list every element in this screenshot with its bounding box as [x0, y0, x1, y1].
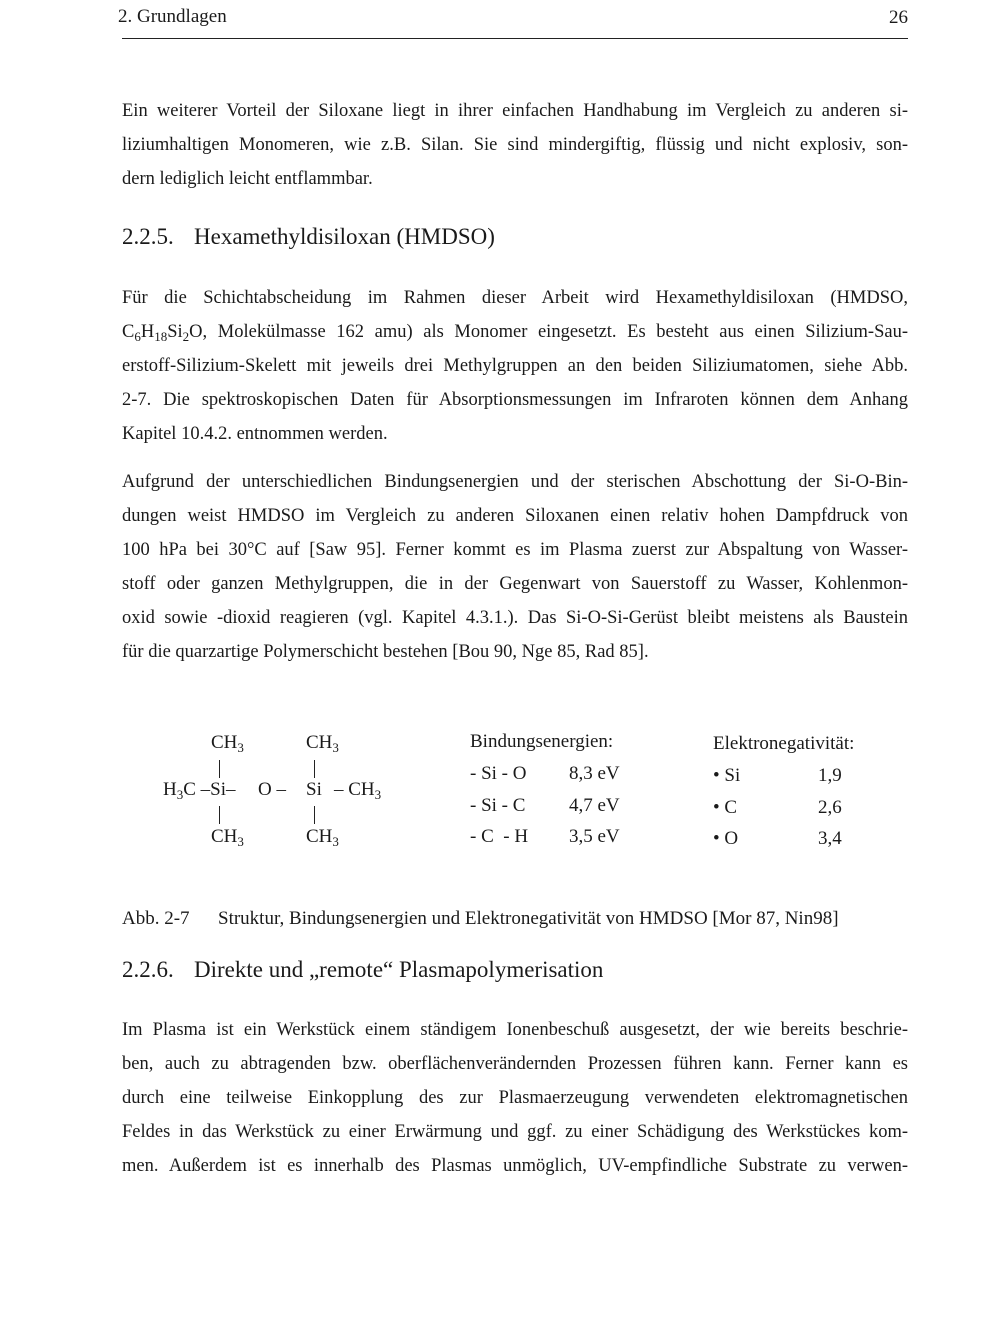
caption-label: Abb. 2-7 — [122, 908, 190, 929]
methyl-group: $CH_3$ — [211, 732, 244, 755]
text-line: Feldes in das Werkstück zu einer Erwärmung und ggf. zu einer Schädigung des Werkstückes kom- — [122, 1122, 908, 1142]
formula-c: C — [122, 322, 135, 342]
electronegativity-title: Elektronegativität: — [713, 733, 855, 754]
text-line: Für die Schichtabscheidung im Rahmen dieser Arbeit wird Hexamethyldisiloxan (HMDSO, — [122, 288, 908, 308]
element-label: • C — [713, 797, 738, 818]
text-line: Kapitel 10.4.2. entnommen werden. — [122, 424, 388, 444]
bond-line — [219, 760, 220, 778]
bond-label: - Si - O — [470, 763, 527, 784]
formula-h: H — [140, 322, 155, 342]
bond-value: 3,5 eV — [569, 826, 620, 847]
electronegativity-value: 3,4 — [818, 828, 842, 849]
text-line: liziumhaltigen Monomeren, wie z.B. Silan. Sie sind mindergiftig, flüssig und nicht explosiv, son- — [122, 135, 908, 155]
text-line: 2-7. Die spektroskopischen Daten für Absorptionsmessungen im Infraroten können dem Anhang — [122, 390, 908, 410]
silicon-atom: Si — [306, 779, 322, 800]
text-line: men. Außerdem ist es innerhalb des Plasmas unmöglich, UV-empfindliche Substrate zu verwen- — [122, 1156, 908, 1176]
text-line: 100 hPa bei 30°C auf [Saw 95]. Ferner kommt es im Plasma zuerst zur Abspaltung von Wasser- — [122, 540, 908, 560]
bond-value: 8,3 eV — [569, 763, 620, 784]
text-line: für die quarzartige Polymerschicht bestehen [Bou 90, Nge 85, Rad 85]. — [122, 642, 649, 662]
caption-text: Struktur, Bindungsenergien und Elektronegativität von HMDSO [Mor 87, Nin98] — [218, 908, 839, 929]
text-line: durch eine teilweise Einkopplung des zur Plasmaerzeugung verwendeten elektromagnetischen — [122, 1088, 908, 1108]
bond-line — [314, 806, 315, 824]
electronegativity-value: 1,9 — [818, 765, 842, 786]
text-line: dungen weist HMDSO im Vergleich zu anderen Siloxanen einen relativ hohen Dampfdruck von — [122, 506, 908, 526]
formula-subscript: 6 — [134, 329, 141, 344]
section-heading-2-2-6 — [122, 957, 603, 983]
methyl-group-right: – $CH_3$ — [334, 779, 382, 802]
text-line: erstoff-Silizium-Skelett mit jeweils drei Methylgruppen an den beiden Siliziumatomen, siehe Abb. — [122, 356, 908, 376]
text-line: Im Plasma ist ein Werkstück einem ständigem Ionenbeschuß ausgesetzt, der wie bereits beschrie- — [122, 1020, 908, 1040]
paragraph-direct-plasma — [122, 1013, 908, 1183]
oxygen-bridge: O – — [258, 779, 286, 800]
section-number: 2.2.5. — [122, 224, 174, 249]
bond-label: - C - H — [470, 826, 529, 847]
methyl-group: $CH_3$ — [306, 826, 339, 849]
text-line: dern lediglich leicht entflammbar. — [122, 169, 373, 189]
formula-o: O — [189, 322, 203, 342]
text-line-rest: , Molekülmasse 162 amu) als Monomer eingesetzt. Es besteht aus einen Silizium-Sau- — [202, 322, 908, 342]
formula-si: Si — [167, 322, 183, 342]
formula-subscript: 18 — [154, 329, 168, 344]
methyl-group: $CH_3$ — [306, 732, 339, 755]
text-line: ben, auch zu abtragenden bzw. oberflächenverändernden Prozessen führen kann. Ferner kann es — [122, 1054, 908, 1074]
text-line: Aufgrund der unterschiedlichen Bindungsenergien und der sterischen Abschottung der Si-O-Bin- — [122, 472, 908, 492]
page-number: 26 — [889, 7, 908, 28]
methyl-group: $CH_3$ — [211, 826, 244, 849]
section-title: Direkte und „remote“ Plasmapolymerisation — [194, 957, 604, 982]
electronegativity-value: 2,6 — [818, 797, 842, 818]
section-number: 2.2.6. — [122, 957, 174, 982]
text-line: Ein weiterer Vorteil der Siloxane liegt in ihrer einfachen Handhabung im Vergleich zu anderen si- — [122, 101, 908, 121]
formula-subscript: 2 — [182, 329, 190, 344]
bond-label: - Si - C — [470, 795, 526, 816]
element-label: • Si — [713, 765, 741, 786]
text-line: stoff oder ganzen Methylgruppen, die in der Gegenwart von Sauerstoff zu Wasser, Kohlenmon- — [122, 574, 908, 594]
section-title: Hexamethyldisiloxan (HMDSO) — [194, 224, 495, 249]
element-label: • O — [713, 828, 739, 849]
header-chapter-title: 2. Grundlagen — [118, 6, 227, 27]
bond-energies-title: Bindungsenergien: — [470, 731, 614, 752]
bond-value: 4,7 eV — [569, 795, 620, 816]
figure-caption — [122, 908, 839, 930]
bond-line — [219, 806, 220, 824]
methyl-group-left: $H_3C$ –Si– — [163, 779, 236, 802]
text-line: oxid sowie -dioxid reagieren (vgl. Kapitel 4.3.1.). Das Si-O-Si-Gerüst bleibt meistens als Baustein — [122, 608, 908, 628]
bond-line — [314, 760, 315, 778]
